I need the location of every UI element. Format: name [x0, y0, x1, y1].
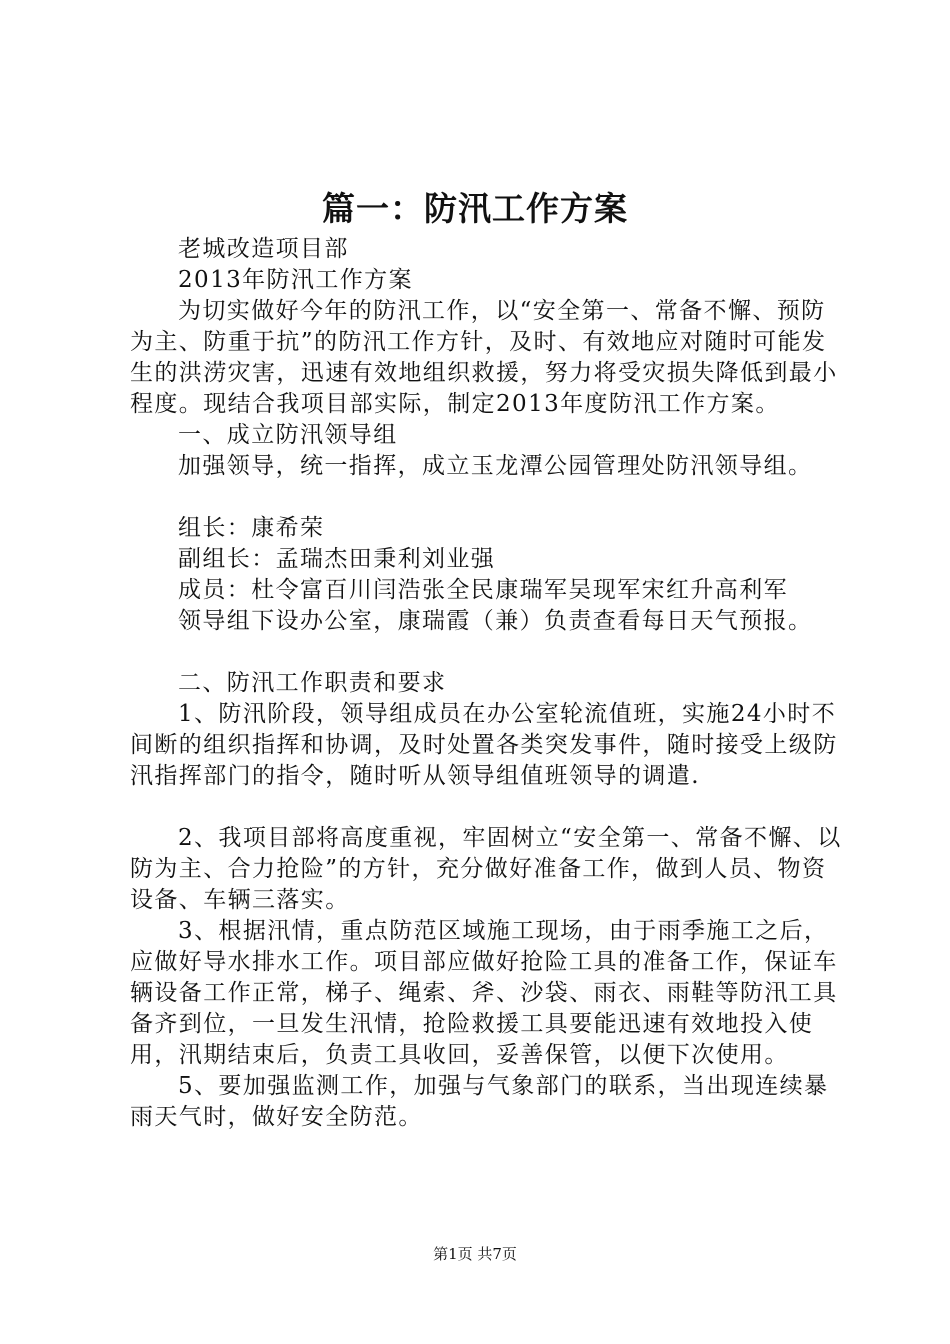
section-heading-1: 一、成立防汛领导组: [178, 422, 398, 448]
paragraph-members: 成员：杜令富百川闫浩张全民康瑞军吴现军宋红升高利军: [178, 577, 788, 603]
blank-line: [130, 792, 842, 823]
paragraph-deputy-leaders: 副组长：孟瑞杰田秉利刘业强: [178, 546, 496, 572]
paragraph-department: 老城改造项目部: [178, 236, 349, 262]
blank-line: [130, 482, 842, 513]
document-body: [130, 234, 842, 1133]
paragraph-plan-year: 2013年防汛工作方案: [178, 267, 413, 293]
paragraph-duty-5: 5、要加强监测工作，加强与气象部门的联系，当出现连续暴雨天气时，做好安全防范。: [130, 1073, 829, 1130]
paragraph-duty-2: 2、我项目部将高度重视，牢固树立“安全第一、常备不懈、以防为主、合力抢险”的方针，充分做好准备工作，做到人员、物资设备、车辆三落实。: [130, 825, 842, 913]
paragraph-duty-3: 3、根据汛情，重点防范区域施工现场，由于雨季施工之后，应做好导水排水工作。项目部应做好抢险工具的准备工作，保证车辆设备工作正常，梯子、绳索、斧、沙袋、雨衣、雨鞋等防汛工具备齐到位，一旦发生汛情，抢险救援工具要能迅速有效地投入使用，汛期结束后，负责工具收回，妥善保管，以便下次使用。: [130, 918, 838, 1068]
page-number-footer: 第1页 共7页: [433, 1245, 517, 1263]
blank-line: [130, 637, 842, 668]
paragraph-group-leader: 组长：康希荣: [178, 515, 325, 541]
paragraph-office: 领导组下设办公室，康瑞霞（兼）负责查看每日天气预报。: [178, 608, 813, 634]
section-heading-2: 二、防汛工作职责和要求: [178, 670, 447, 696]
paragraph-intro: 为切实做好今年的防汛工作，以“安全第一、常备不懈、预防为主、防重于抗”的防汛工作方针，及时、有效地应对随时可能发生的洪涝灾害，迅速有效地组织救援，努力将受灾损失降低到最小程度。现结合我项目部实际，制定2013年度防汛工作方案。: [130, 298, 838, 417]
paragraph-duty-1: 1、防汛阶段，领导组成员在办公室轮流值班，实施24小时不间断的组织指挥和协调，及时处置各类突发事件，随时接受上级防汛指挥部门的指令，随时听从领导组值班领导的调遣.: [130, 701, 838, 789]
document-title: 篇一：防汛工作方案: [322, 189, 628, 228]
paragraph-leadership: 加强领导，统一指挥，成立玉龙潭公园管理处防汛领导组。: [178, 453, 813, 479]
